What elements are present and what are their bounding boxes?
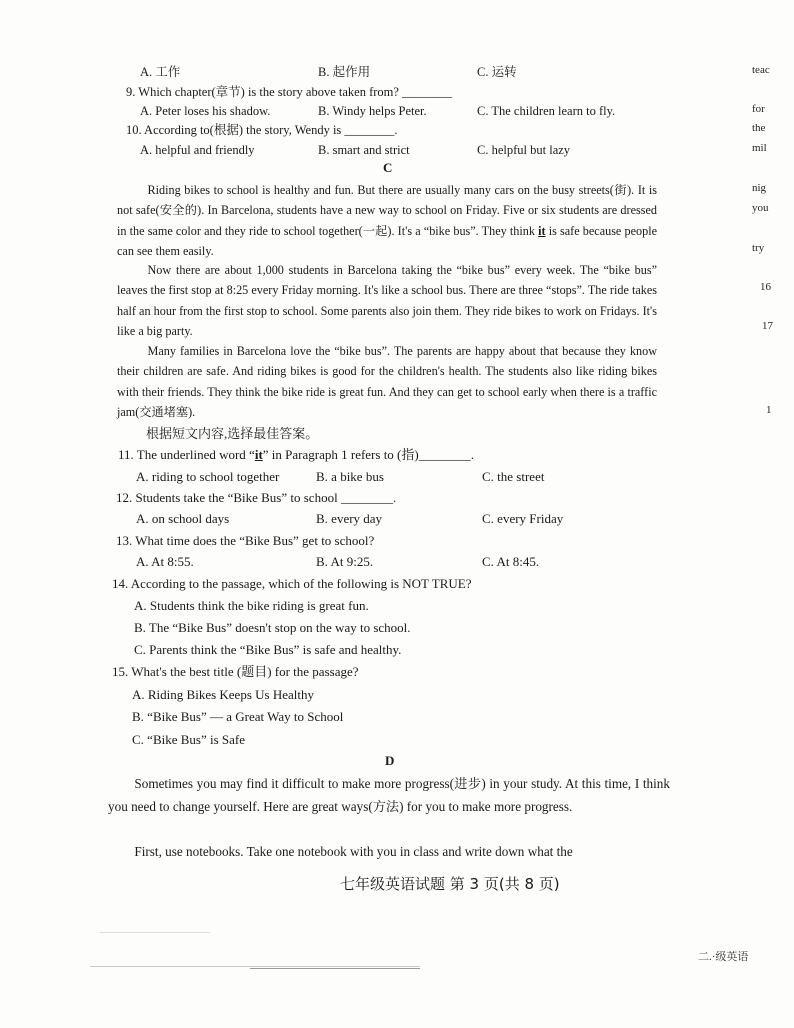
edge-fragment: for [752, 103, 765, 115]
q11-option-a: A. riding to school together [136, 469, 280, 484]
edge-fragment: nig [752, 182, 767, 194]
q9-stem: 9. Which chapter(章节) is the story above taken from? ________ [126, 85, 453, 99]
section-d-heading: D [385, 753, 395, 768]
edge-fragment: try [752, 242, 765, 254]
q8-option-c: C. 运转 [477, 65, 517, 79]
q11-option-b: B. a bike bus [316, 469, 384, 484]
q13-option-c: C. At 8:45. [482, 554, 540, 569]
scan-noise [90, 966, 420, 967]
q11-stem: 11. The underlined word “it” in Paragraph 1 refers to (指)________. [118, 447, 474, 462]
section-c-paragraph-3: Many families in Barcelona love the “bike bus”. The parents are happy about that because they know their children are safe. And riding bikes is good for the children's health. The students also like riding bikes with their friends. They think the bike ride is great fun. And they can get to school early when there is a traffic jam(交通堵塞). [117, 344, 657, 419]
q8-option-a: A. 工作 [140, 65, 181, 79]
edge-fragment: teac [752, 64, 770, 76]
q9-option-c: C. The children learn to fly. [477, 104, 616, 118]
q13-option-b: B. At 9:25. [316, 554, 374, 569]
q8-option-b: B. 起作用 [318, 65, 371, 79]
q14-option-a: A. Students think the bike riding is great fun. [134, 598, 369, 613]
q14-stem: 14. According to the passage, which of the following is NOT TRUE? [112, 576, 472, 591]
edge-fragment: mil [752, 142, 767, 154]
scan-noise [250, 968, 420, 969]
q9-option-b: B. Windy helps Peter. [318, 104, 427, 118]
q10-option-b: B. smart and strict [318, 143, 410, 157]
section-c-p1-text: Riding bikes to school is healthy and fun. But there are usually many cars on the busy streets(街). It is not safe(安全的). In Barcelona, students have a new way to school on Friday. Five or six students are dressed in the same color and they ride to school together(一起). It's a “bike bus”. They think [117, 183, 657, 238]
section-c-p1-end: is safe because people can see them easily. [117, 223, 657, 258]
instruction: 根据短文内容,选择最佳答案。 [146, 426, 319, 441]
section-c-paragraph-1 [117, 180, 657, 261]
page-footer: 七年级英语试题 第 3 页(共 8 页) [340, 875, 560, 893]
edge-fragment: 17 [762, 320, 773, 332]
edge-fragment: 1 [766, 404, 772, 416]
section-c-heading: C [383, 160, 393, 175]
edge-fragment: you [752, 202, 769, 214]
underlined-word-it: it [538, 223, 546, 238]
q10-option-c: C. helpful but lazy [477, 143, 571, 157]
scan-noise [100, 932, 210, 933]
q10-option-a: A. helpful and friendly [140, 143, 255, 157]
edge-fragment: 16 [760, 281, 771, 293]
q11-underlined-it: it [254, 447, 263, 462]
q10-stem: 10. According to(根据) the story, Wendy is ________. [126, 123, 398, 137]
q11-option-c: C. the street [482, 469, 545, 484]
section-c-paragraph-2: Now there are about 1,000 students in Barcelona taking the “bike bus” every week. The “bike bus” leaves the first stop at 8:25 every Friday morning. It's like a school bus. There are three “stops”. The ride takes half an hour from the first stop to school. Some parents also join them. They ride bikes to work on Fridays. It's like a big party. [117, 263, 657, 338]
q12-option-b: B. every day [316, 511, 383, 526]
q12-stem: 12. Students take the “Bike Bus” to school ________. [116, 490, 397, 505]
q15-option-b: B. “Bike Bus” — a Great Way to School [132, 709, 344, 724]
edge-fragment: the [752, 122, 766, 134]
section-d-paragraph-1: Sometimes you may find it difficult to make more progress(进步) in your study. At this time, I think you need to change yourself. Here are great ways(方法) for you to make more progress. [108, 776, 670, 814]
q14-option-b: B. The “Bike Bus” doesn't stop on the way to school. [134, 620, 411, 635]
q14-option-c: C. Parents think the “Bike Bus” is safe and healthy. [134, 642, 402, 657]
q12-option-c: C. every Friday [482, 511, 564, 526]
q13-option-a: A. At 8:55. [136, 554, 194, 569]
q15-stem: 15. What's the best title (题目) for the passage? [112, 664, 359, 679]
corner-fragment: 二.·级英语 [698, 951, 749, 963]
q12-option-a: A. on school days [136, 511, 230, 526]
q13-stem: 13. What time does the “Bike Bus” get to school? [116, 533, 375, 548]
q15-option-a: A. Riding Bikes Keeps Us Healthy [132, 687, 314, 702]
q9-option-a: A. Peter loses his shadow. [140, 104, 271, 118]
section-d-paragraph-2: First, use notebooks. Take one notebook with you in class and write down what the [134, 844, 573, 859]
q15-option-c: C. “Bike Bus” is Safe [132, 732, 246, 747]
